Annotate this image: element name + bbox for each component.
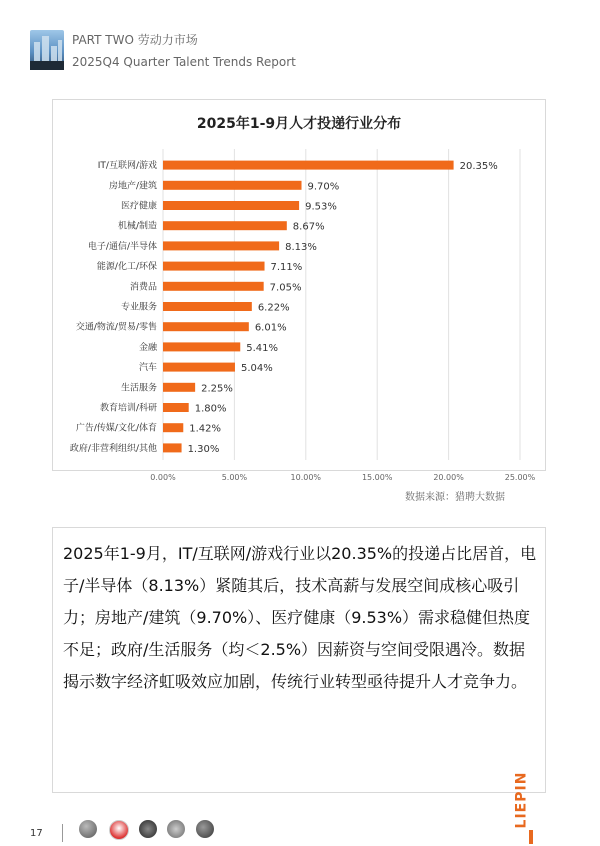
bar xyxy=(163,342,240,351)
chart-title: 2025年1-9月人才投递行业分布 xyxy=(196,116,402,132)
data-label: 1.80% xyxy=(194,403,227,415)
data-label: 1.42% xyxy=(189,423,222,435)
avatar xyxy=(109,820,129,840)
data-label: 6.01% xyxy=(254,322,287,334)
data-label: 5.41% xyxy=(246,342,279,354)
data-label: 8.67% xyxy=(292,221,325,233)
data-label: 20.35% xyxy=(459,161,498,173)
bar xyxy=(163,383,195,392)
category-label: 房地产/建筑 xyxy=(108,181,157,192)
category-label: 医疗健康 xyxy=(120,201,157,212)
footer-divider xyxy=(62,824,63,842)
category-label: 广告/传媒/文化/体育 xyxy=(75,423,157,434)
bar xyxy=(163,201,299,210)
avatar xyxy=(196,820,214,838)
x-tick-label: 0.00% xyxy=(150,473,176,482)
bar xyxy=(163,322,249,331)
summary-box xyxy=(52,527,546,793)
section-title: PART TWO 劳动力市场 xyxy=(72,33,198,47)
data-source: 数据来源：猎聘大数据 xyxy=(405,492,505,503)
avatar xyxy=(167,820,185,838)
page-number: 17 xyxy=(30,828,43,839)
bar xyxy=(163,403,189,412)
bar xyxy=(163,181,302,190)
bar xyxy=(163,443,182,452)
avatar xyxy=(139,820,157,838)
bar xyxy=(163,221,287,230)
bar xyxy=(163,302,252,311)
data-label: 9.53% xyxy=(305,201,337,213)
category-label: 汽车 xyxy=(138,363,157,374)
category-label: 交通/物流/贸易/零售 xyxy=(75,322,157,333)
data-label: 2.25% xyxy=(201,383,233,395)
report-header xyxy=(30,28,450,78)
x-tick-label: 15.00% xyxy=(361,473,393,482)
bar xyxy=(163,282,264,291)
category-label: 能源/化工/环保 xyxy=(96,262,157,273)
data-label: 6.22% xyxy=(257,302,290,314)
data-label: 8.13% xyxy=(285,241,317,253)
report-title: 2025Q4 Quarter Talent Trends Report xyxy=(72,55,296,69)
bar xyxy=(163,423,183,432)
bar xyxy=(163,262,265,271)
avatar xyxy=(79,820,97,838)
x-tick-label: 20.00% xyxy=(433,473,464,482)
x-tick-label: 25.00% xyxy=(504,473,536,482)
summary-text: 2025年1-9月，IT/互联网/游戏行业以20.35%的投递占比居首，电子/半导体（8.13%）紧随其后，技术高薪与发展空间成核心吸引力；房地产/建筑（9.70%）、医疗健康（9.53%）需求稳健但热度不足；政府/生活服务（均＜2.5%）因薪资与空间受限遇冷。数据揭示数字经济虹吸效应加剧，传统行业转型亟待提升人才竞争力。 xyxy=(63,544,537,691)
bar-chart xyxy=(53,100,545,482)
data-label: 9.70% xyxy=(307,181,340,193)
x-tick-label: 10.00% xyxy=(290,473,322,482)
data-label: 7.11% xyxy=(270,262,303,274)
bar xyxy=(163,363,235,372)
category-label: 消费品 xyxy=(129,282,157,293)
chart-container xyxy=(52,99,546,482)
bar xyxy=(163,161,454,170)
report-logo xyxy=(30,30,64,70)
page-footer xyxy=(0,806,600,846)
category-label: 政府/非营利组织/其他 xyxy=(69,443,157,454)
data-label: 1.30% xyxy=(187,443,220,455)
category-label: 教育培训/科研 xyxy=(99,403,157,414)
data-label: 7.05% xyxy=(269,282,302,294)
category-label: IT/互联网/游戏 xyxy=(97,161,157,172)
category-label: 机械/制造 xyxy=(117,221,157,232)
brand-name: LIEPIN xyxy=(513,771,530,829)
category-label: 电子/通信/半导体 xyxy=(87,241,157,252)
category-label: 专业服务 xyxy=(120,302,157,313)
data-label: 5.04% xyxy=(240,363,273,375)
x-tick-label: 5.00% xyxy=(221,473,248,482)
category-label: 生活服务 xyxy=(120,383,157,394)
category-label: 金融 xyxy=(138,342,157,353)
bar xyxy=(163,241,279,250)
